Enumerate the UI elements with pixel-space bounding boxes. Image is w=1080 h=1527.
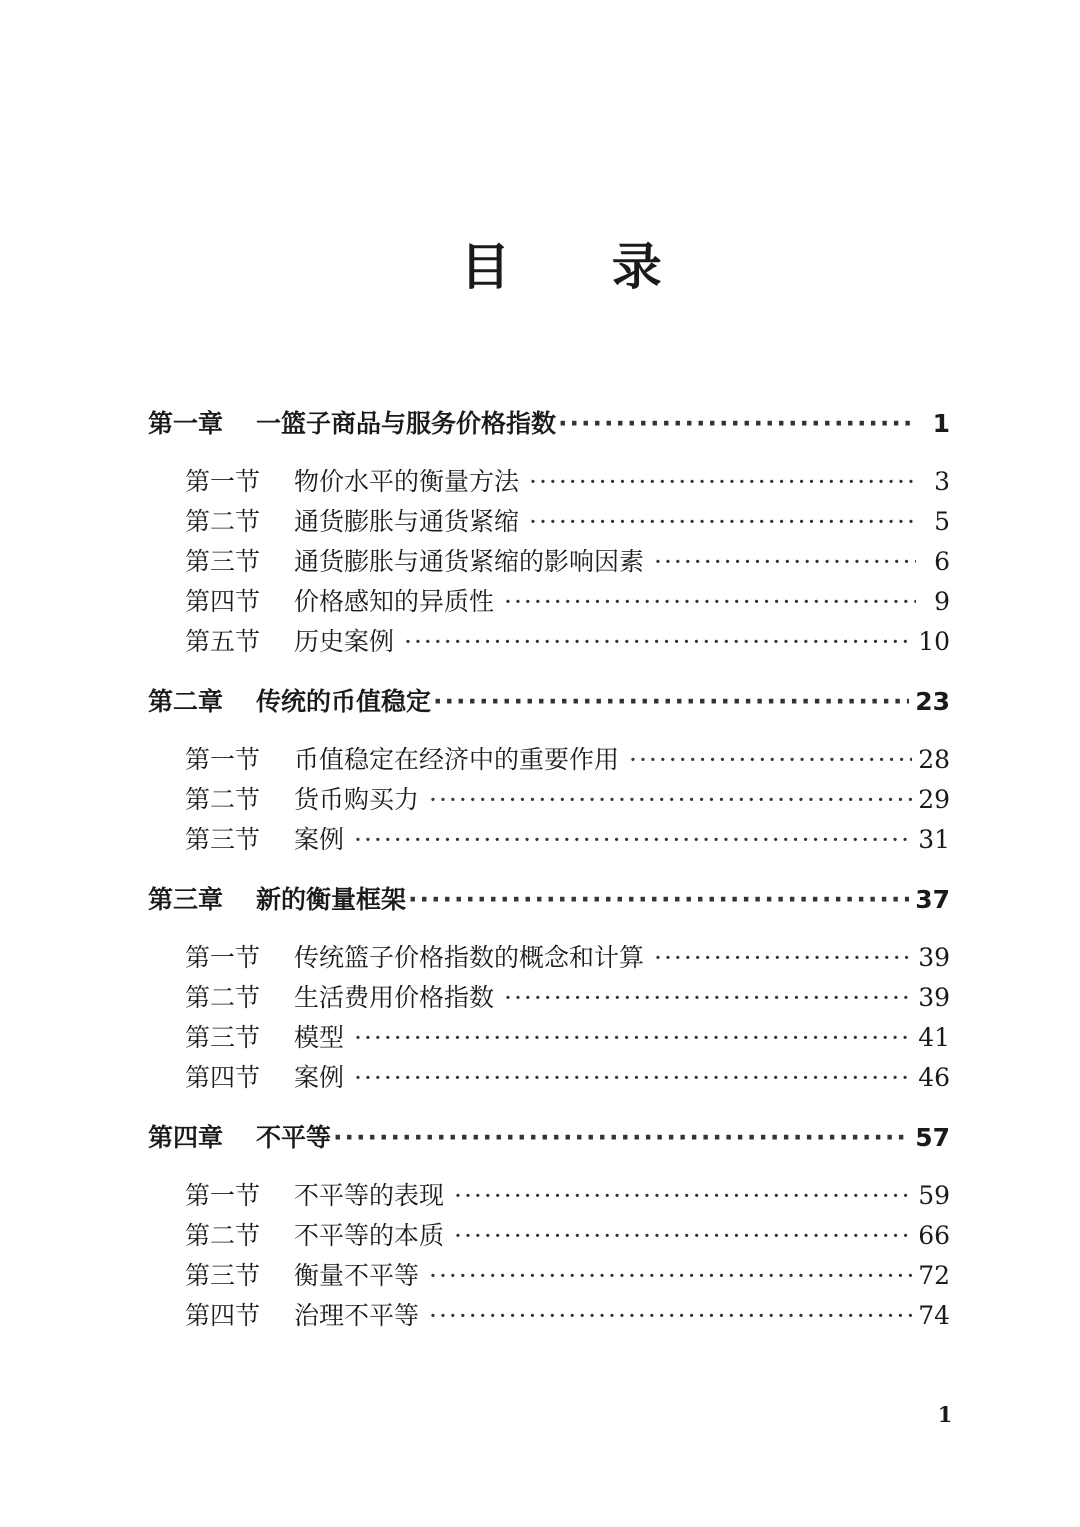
chapter-entry[interactable] bbox=[148, 682, 950, 726]
chapter-page: 1 bbox=[932, 409, 950, 438]
section-number: 第四节 bbox=[185, 1301, 261, 1330]
section-title: 货币购买力 bbox=[294, 785, 420, 814]
section-title: 通货膨胀与通货紧缩 bbox=[294, 507, 520, 536]
section-title: 案例 bbox=[294, 1063, 345, 1092]
chapter-entry[interactable] bbox=[148, 880, 950, 924]
section-number: 第一节 bbox=[185, 467, 261, 496]
dot-leader bbox=[529, 467, 916, 496]
chapter-number: 第二章 bbox=[148, 687, 224, 716]
dot-leader bbox=[429, 785, 912, 814]
dot-leader bbox=[529, 507, 916, 536]
section-title: 不平等的本质 bbox=[294, 1221, 445, 1250]
section-page: 3 bbox=[934, 467, 950, 496]
section-title: 历史案例 bbox=[294, 627, 395, 656]
section-number: 第三节 bbox=[185, 1261, 261, 1290]
section-page: 10 bbox=[918, 627, 950, 656]
section-entry[interactable] bbox=[148, 582, 950, 622]
section-page: 41 bbox=[918, 1023, 950, 1052]
chapter-title: 传统的币值稳定 bbox=[256, 687, 432, 716]
section-number: 第三节 bbox=[185, 825, 261, 854]
dot-leader bbox=[629, 745, 912, 774]
section-title: 生活费用价格指数 bbox=[294, 983, 495, 1012]
dot-leader bbox=[354, 825, 912, 854]
section-entry[interactable] bbox=[148, 978, 950, 1018]
section-number: 第一节 bbox=[185, 943, 261, 972]
section-list bbox=[148, 938, 950, 1098]
chapter-2 bbox=[148, 682, 950, 860]
dot-leader bbox=[654, 547, 916, 576]
section-page: 5 bbox=[934, 507, 950, 536]
table-of-contents bbox=[148, 404, 950, 1356]
section-number: 第四节 bbox=[185, 1063, 261, 1092]
chapter-title: 不平等 bbox=[256, 1123, 332, 1152]
section-list bbox=[148, 1176, 950, 1336]
section-number: 第二节 bbox=[185, 507, 261, 536]
section-number: 第二节 bbox=[185, 785, 261, 814]
dot-leader bbox=[429, 1301, 912, 1330]
section-title: 通货膨胀与通货紧缩的影响因素 bbox=[294, 547, 645, 576]
section-entry[interactable] bbox=[148, 1058, 950, 1098]
section-number: 第四节 bbox=[185, 587, 261, 616]
section-entry[interactable] bbox=[148, 1176, 950, 1216]
chapter-number: 第三章 bbox=[148, 885, 224, 914]
section-title: 价格感知的异质性 bbox=[294, 587, 495, 616]
chapter-page: 57 bbox=[915, 1123, 950, 1152]
dot-leader bbox=[504, 587, 916, 616]
chapter-page: 37 bbox=[915, 885, 950, 914]
dot-leader bbox=[429, 1261, 912, 1290]
section-number: 第二节 bbox=[185, 1221, 261, 1250]
chapter-entry[interactable] bbox=[148, 1118, 950, 1162]
chapter-entry[interactable] bbox=[148, 404, 950, 448]
section-entry[interactable] bbox=[148, 938, 950, 978]
section-title: 衡量不平等 bbox=[294, 1261, 420, 1290]
section-page: 29 bbox=[918, 785, 950, 814]
section-page: 66 bbox=[918, 1221, 950, 1250]
section-page: 31 bbox=[918, 825, 950, 854]
section-entry[interactable] bbox=[148, 462, 950, 502]
chapter-number: 第一章 bbox=[148, 409, 224, 438]
dot-leader bbox=[433, 687, 909, 716]
section-page: 9 bbox=[934, 587, 950, 616]
section-number: 第五节 bbox=[185, 627, 261, 656]
section-list bbox=[148, 740, 950, 860]
section-entry[interactable] bbox=[148, 1296, 950, 1336]
section-page: 72 bbox=[918, 1261, 950, 1290]
section-entry[interactable] bbox=[148, 820, 950, 860]
dot-leader bbox=[454, 1181, 912, 1210]
section-number: 第一节 bbox=[185, 1181, 261, 1210]
section-entry[interactable] bbox=[148, 622, 950, 662]
section-page: 46 bbox=[918, 1063, 950, 1092]
section-entry[interactable] bbox=[148, 1018, 950, 1058]
section-title: 传统篮子价格指数的概念和计算 bbox=[294, 943, 645, 972]
dot-leader bbox=[333, 1123, 909, 1152]
chapter-title: 一篮子商品与服务价格指数 bbox=[256, 409, 557, 438]
footer-page-number: 1 bbox=[937, 1402, 953, 1427]
section-page: 6 bbox=[934, 547, 950, 576]
section-entry[interactable] bbox=[148, 1216, 950, 1256]
section-title: 案例 bbox=[294, 825, 345, 854]
section-entry[interactable] bbox=[148, 502, 950, 542]
section-page: 74 bbox=[918, 1301, 950, 1330]
section-title: 不平等的表现 bbox=[294, 1181, 445, 1210]
section-title: 物价水平的衡量方法 bbox=[294, 467, 520, 496]
section-number: 第二节 bbox=[185, 983, 261, 1012]
dot-leader bbox=[354, 1023, 912, 1052]
section-entry[interactable] bbox=[148, 780, 950, 820]
chapter-3 bbox=[148, 880, 950, 1098]
section-title: 币值稳定在经济中的重要作用 bbox=[294, 745, 620, 774]
dot-leader bbox=[504, 983, 912, 1012]
chapter-page: 23 bbox=[915, 687, 950, 716]
dot-leader bbox=[408, 885, 909, 914]
section-title: 模型 bbox=[294, 1023, 345, 1052]
dot-leader bbox=[558, 409, 916, 438]
chapter-4 bbox=[148, 1118, 950, 1336]
dot-leader bbox=[454, 1221, 912, 1250]
section-page: 39 bbox=[918, 983, 950, 1012]
dot-leader bbox=[654, 943, 912, 972]
section-number: 第三节 bbox=[185, 547, 261, 576]
section-number: 第一节 bbox=[185, 745, 261, 774]
section-page: 28 bbox=[918, 745, 950, 774]
section-entry[interactable] bbox=[148, 740, 950, 780]
page-title: 目 录 bbox=[460, 238, 704, 296]
section-entry[interactable] bbox=[148, 1256, 950, 1296]
chapter-title: 新的衡量框架 bbox=[256, 885, 407, 914]
section-page: 39 bbox=[918, 943, 950, 972]
section-entry[interactable] bbox=[148, 542, 950, 582]
section-number: 第三节 bbox=[185, 1023, 261, 1052]
section-page: 59 bbox=[918, 1181, 950, 1210]
dot-leader bbox=[354, 1063, 912, 1092]
chapter-number: 第四章 bbox=[148, 1123, 224, 1152]
dot-leader bbox=[404, 627, 912, 656]
chapter-1 bbox=[148, 404, 950, 662]
section-title: 治理不平等 bbox=[294, 1301, 420, 1330]
section-list bbox=[148, 462, 950, 662]
